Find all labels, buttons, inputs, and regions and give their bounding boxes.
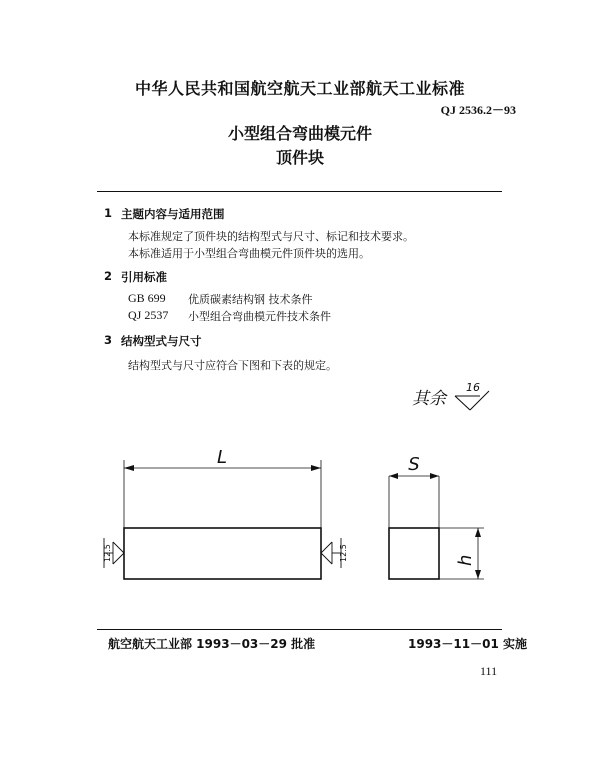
front-view xyxy=(104,460,341,579)
section-1-para-1: 本标准规定了顶件块的结构型式与尺寸、标记和技术要求。 xyxy=(128,230,414,243)
section-1-para-2: 本标准适用于小型组合弯曲模元件顶件块的选用。 xyxy=(128,247,370,260)
section-3-para-1: 结构型式与尺寸应符合下图和下表的规定。 xyxy=(128,359,337,372)
section-1-heading: 主题内容与适用范围 xyxy=(121,207,225,221)
dim-label-height: h xyxy=(455,554,476,566)
roughness-value-left: 12.5 xyxy=(103,544,112,562)
reference-title: 优质碳素结构钢 技术条件 xyxy=(188,293,313,306)
section-1-number: 1 xyxy=(104,206,113,220)
approval-line: 航空航天工业部 1993－03－29 批准 xyxy=(108,637,316,651)
front-view-outline xyxy=(124,528,321,579)
section-2-heading: 引用标准 xyxy=(121,270,167,284)
implementation-line: 1993－11－01 实施 xyxy=(408,637,527,651)
footer-divider xyxy=(97,629,502,630)
dim-label-length: L xyxy=(216,447,228,468)
section-3-heading: 结构型式与尺寸 xyxy=(121,334,202,348)
arrow-icon xyxy=(430,473,439,479)
doc-title-line1: 小型组合弯曲模元件 xyxy=(227,124,372,143)
page-number: 111 xyxy=(480,664,498,678)
section-2-number: 2 xyxy=(104,269,113,283)
arrow-icon xyxy=(475,528,481,537)
standard-number: QJ 2536.2－93 xyxy=(440,103,516,117)
roughness-mark-right-icon xyxy=(321,538,341,568)
arrow-icon xyxy=(124,465,134,471)
dim-label-width: S xyxy=(408,454,420,475)
roughness-note-text: 其余 xyxy=(412,389,446,409)
reference-code: GB 699 xyxy=(128,291,166,305)
arrow-icon xyxy=(311,465,321,471)
doc-title-line2: 顶件块 xyxy=(275,148,324,167)
reference-title: 小型组合弯曲模元件技术条件 xyxy=(188,310,331,323)
roughness-note xyxy=(412,381,489,410)
arrow-icon xyxy=(389,473,398,479)
reference-code: QJ 2537 xyxy=(128,308,169,322)
standard-title: 中华人民共和国航空航天工业部航天工业标准 xyxy=(134,79,465,98)
side-view-outline xyxy=(389,528,439,579)
arrow-icon xyxy=(475,570,481,579)
roughness-other-value: 16 xyxy=(466,381,480,394)
section-3-number: 3 xyxy=(104,333,113,347)
roughness-value-right: 12.5 xyxy=(339,544,348,562)
